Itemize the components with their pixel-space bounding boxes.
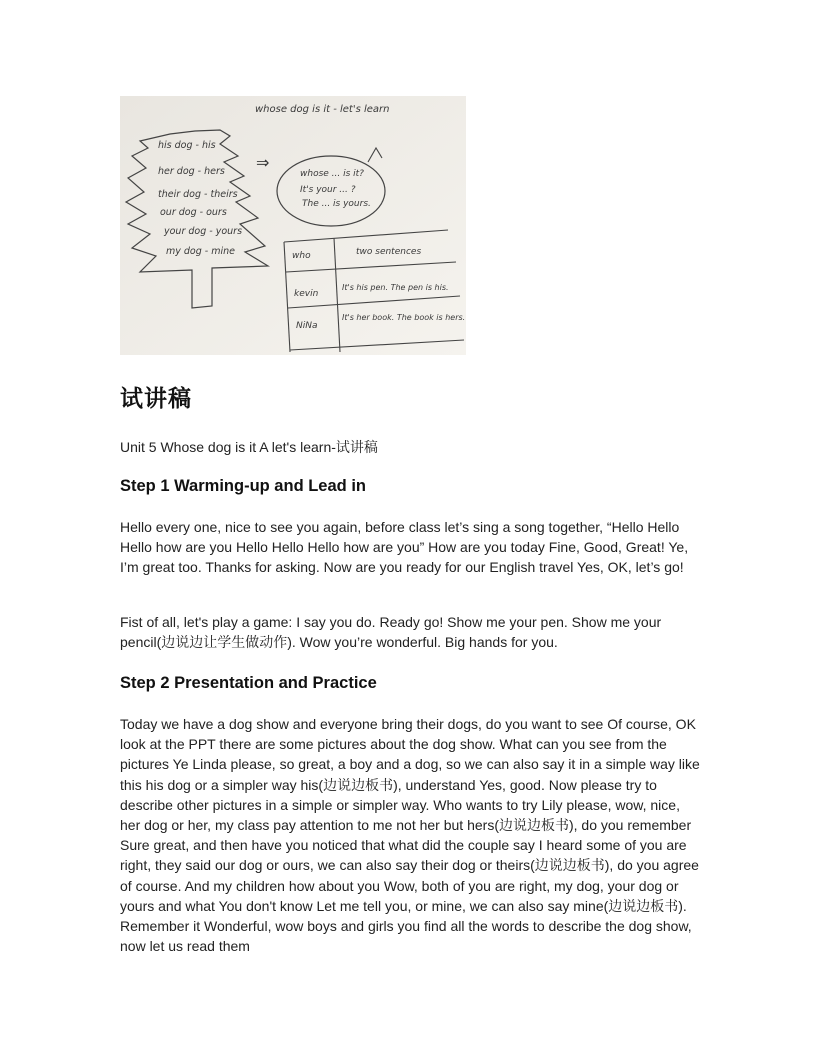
- step2-paragraph-1: Today we have a dog show and everyone bring their dogs, do you want to see Of course, OK look at the PPT there are some pictures about the dog show. What can you see from the pictures Ye Linda please, so great, a boy and a dog, so we can also say it in a simple way like this his dog or a simpler way his(边说边板书), understand Yes, good. Now please try to describe other pictures in a simple or simpler way. Who wants to try Lily please, wow, nice, her dog or her, my class pay attention to me not her but hers(边说边板书), do you remember Sure great, and then have you noticed that what did the couple say I heard some of you are right, they said our dog or ours, we can also say their dog or theirs(边说边板书), do you agree of course. And my children how about you Wow, both of you are right, my dog, your dog or yours and what You don't know Let me tell you, or mine, we can also say mine(边说边板书). Remember it Wonderful, wow boys and girls you find all the words to describe the dog show, now let us read them: [120, 716, 700, 955]
- tree-line: your dog - yours: [164, 226, 243, 237]
- blackboard-photo: [120, 96, 466, 355]
- table-header-who: who: [292, 251, 311, 261]
- table-cell-sentence: It's her book. The book is hers.: [342, 313, 466, 322]
- table-cell-who: kevin: [294, 289, 319, 299]
- tree-line: his dog - his: [158, 140, 216, 151]
- photo-title: whose dog is it - let's learn: [255, 104, 390, 115]
- arrow-icon: ⇒: [256, 153, 270, 172]
- step1-paragraph-2: Fist of all, let's play a game: I say you do. Ready go! Show me your pen. Show me your pencil(边说边让学生做动作). Wow you’re wonderful. Big hands for you.: [120, 614, 662, 651]
- bubble-line: The ... is yours.: [302, 199, 371, 209]
- table-cell-sentence: It's his pen. The pen is his.: [342, 283, 449, 292]
- table-header-sentences: two sentences: [356, 247, 422, 257]
- step1-paragraph-1: Hello every one, nice to see you again, before class let’s sing a song together, “Hello Hello Hello how are you Hello Hello Hello how are you” How are you today Fine, Good, Great! Ye, I’m great too. Thanks for asking. Now are you ready for our English travel Yes, OK, let’s go!: [120, 519, 689, 576]
- tree-line: my dog - mine: [166, 246, 235, 257]
- tree-line: their dog - theirs: [158, 189, 238, 200]
- step1-heading: Step 1 Warming-up and Lead in: [120, 477, 366, 495]
- step2-heading: Step 2 Presentation and Practice: [120, 674, 377, 692]
- handwritten-notes-drawing: [120, 96, 466, 355]
- bubble-line: whose ... is it?: [300, 169, 364, 179]
- tree-line: our dog - ours: [160, 207, 227, 218]
- page-title: 试讲稿: [120, 386, 192, 412]
- bubble-line: It's your ... ?: [300, 185, 356, 195]
- lesson-subtitle: Unit 5 Whose dog is it A let's learn-试讲稿: [120, 439, 378, 455]
- table-cell-who: NiNa: [296, 321, 318, 331]
- tree-line: her dog - hers: [158, 166, 225, 177]
